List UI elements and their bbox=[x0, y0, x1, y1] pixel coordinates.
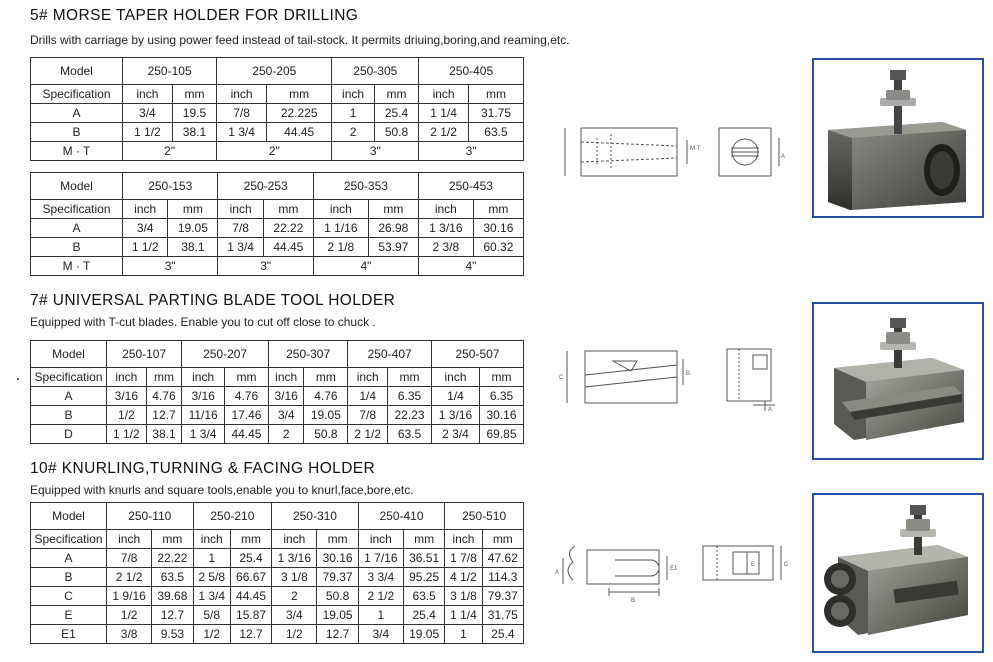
drawing-label-e: E bbox=[751, 562, 756, 568]
table-cell: 4 1/2 bbox=[445, 568, 482, 587]
unit-cell: inch bbox=[268, 368, 304, 387]
table-cell: 22.225 bbox=[266, 104, 331, 123]
model-cell: 250-507 bbox=[431, 341, 523, 368]
table-cell: 1 bbox=[445, 625, 482, 644]
table-cell: 25.4 bbox=[482, 625, 523, 644]
table-cell: 6.35 bbox=[388, 387, 432, 406]
table-cell: 19.05 bbox=[168, 219, 218, 238]
table-cell: 1 3/4 bbox=[217, 123, 267, 142]
table-cell: 63.5 bbox=[468, 123, 523, 142]
table-cell: 60.32 bbox=[473, 238, 523, 257]
table-row bbox=[31, 549, 524, 568]
table-cell: 12.7 bbox=[317, 625, 358, 644]
section3-description: Equipped with knurls and square tools,enable you to knurl,face,bore,etc. bbox=[30, 483, 414, 497]
parting-blade-table bbox=[30, 340, 524, 444]
table-row bbox=[31, 387, 524, 406]
unit-cell: inch bbox=[332, 85, 374, 104]
model-cell: 250-210 bbox=[193, 503, 272, 530]
drawing-label-c: C bbox=[559, 375, 564, 381]
row-label: M · T bbox=[31, 257, 123, 276]
table-cell: 4.76 bbox=[304, 387, 348, 406]
spec-header: Specification bbox=[31, 85, 123, 104]
table-cell: 4" bbox=[313, 257, 418, 276]
table-cell: 19.05 bbox=[403, 625, 444, 644]
morse-taper-holder-photo bbox=[812, 58, 984, 218]
unit-cell: inch bbox=[313, 200, 368, 219]
table-row bbox=[31, 341, 524, 368]
table-cell: 44.45 bbox=[263, 238, 313, 257]
model-cell: 250-510 bbox=[445, 503, 524, 530]
table-cell: 3/16 bbox=[182, 387, 225, 406]
table-cell: 19.05 bbox=[317, 606, 358, 625]
table-cell: 7/8 bbox=[107, 549, 152, 568]
table-cell: 12.7 bbox=[152, 606, 193, 625]
table-row bbox=[31, 219, 524, 238]
table-row bbox=[31, 503, 524, 530]
table-cell: 3/16 bbox=[268, 387, 304, 406]
parting-blade-drawing bbox=[553, 345, 793, 415]
table-cell: 1 3/4 bbox=[218, 238, 263, 257]
model-cell: 250-305 bbox=[332, 58, 419, 85]
spec-header: Specification bbox=[31, 530, 107, 549]
unit-cell: inch bbox=[358, 530, 403, 549]
parting-blade-holder-photo bbox=[812, 302, 984, 460]
table-cell: 3 1/8 bbox=[272, 568, 317, 587]
spec-header: Specification bbox=[31, 368, 107, 387]
model-cell: 250-207 bbox=[182, 341, 269, 368]
table-cell: 1 7/16 bbox=[358, 549, 403, 568]
table-cell: 38.1 bbox=[168, 238, 218, 257]
unit-cell: inch bbox=[107, 368, 147, 387]
table-cell: 15.87 bbox=[230, 606, 271, 625]
unit-cell: mm bbox=[146, 368, 182, 387]
unit-cell: inch bbox=[419, 85, 469, 104]
model-cell: 250-410 bbox=[358, 503, 445, 530]
table-cell: 1 3/4 bbox=[182, 425, 225, 444]
table-cell: 7/8 bbox=[218, 219, 263, 238]
table-cell: 2 1/2 bbox=[358, 587, 403, 606]
table-cell: 2 1/2 bbox=[348, 425, 388, 444]
table-cell: 63.5 bbox=[388, 425, 432, 444]
table-cell: 3" bbox=[419, 142, 524, 161]
unit-cell: mm bbox=[304, 368, 348, 387]
unit-cell: inch bbox=[445, 530, 482, 549]
section1-description: Drills with carriage by using power feed instead of tail-stock. It permits driuing,boring,and reaming,etc. bbox=[30, 33, 570, 47]
table-cell: 2 1/8 bbox=[313, 238, 368, 257]
table-cell: 30.16 bbox=[473, 219, 523, 238]
table-cell: 1 3/16 bbox=[272, 549, 317, 568]
row-label: E bbox=[31, 606, 107, 625]
table-cell: 2" bbox=[123, 142, 217, 161]
drawing-label-e1: E1 bbox=[670, 566, 678, 572]
table-row bbox=[31, 200, 524, 219]
table-cell: 2 1/2 bbox=[419, 123, 469, 142]
model-cell: 250-310 bbox=[272, 503, 359, 530]
table-cell: 3" bbox=[332, 142, 419, 161]
unit-cell: mm bbox=[168, 200, 218, 219]
unit-cell: mm bbox=[152, 530, 193, 549]
stray-dot bbox=[17, 378, 19, 380]
table-cell: 2 3/4 bbox=[431, 425, 479, 444]
table-cell: 30.16 bbox=[317, 549, 358, 568]
table-cell: 1 9/16 bbox=[107, 587, 152, 606]
model-header: Model bbox=[31, 503, 107, 530]
drawing-label-b: B bbox=[686, 371, 691, 377]
unit-cell: inch bbox=[193, 530, 230, 549]
table-cell: 3/4 bbox=[358, 625, 403, 644]
table-cell: 1/4 bbox=[431, 387, 479, 406]
unit-cell: mm bbox=[230, 530, 271, 549]
row-label: B bbox=[31, 123, 123, 142]
table-cell: 69.85 bbox=[480, 425, 524, 444]
model-header: Model bbox=[31, 341, 107, 368]
table-cell: 1 bbox=[358, 606, 403, 625]
row-label: B bbox=[31, 406, 107, 425]
table-cell: 3 3/4 bbox=[358, 568, 403, 587]
table-cell: 25.4 bbox=[230, 549, 271, 568]
model-cell: 250-407 bbox=[348, 341, 432, 368]
table-cell: 1 3/16 bbox=[431, 406, 479, 425]
table-cell: 3/8 bbox=[107, 625, 152, 644]
table-cell: 3/4 bbox=[272, 606, 317, 625]
unit-cell: inch bbox=[348, 368, 388, 387]
table-cell: 2 1/2 bbox=[107, 568, 152, 587]
section1-title: 5# MORSE TAPER HOLDER FOR DRILLING bbox=[30, 7, 359, 24]
row-label: M · T bbox=[31, 142, 123, 161]
unit-cell: mm bbox=[403, 530, 444, 549]
unit-cell: inch bbox=[107, 530, 152, 549]
table-cell: 1 1/4 bbox=[419, 104, 469, 123]
row-label: B bbox=[31, 238, 123, 257]
row-label: E1 bbox=[31, 625, 107, 644]
unit-cell: mm bbox=[468, 85, 523, 104]
table-row bbox=[31, 568, 524, 587]
section2-description: Equipped with T-cut blades. Enable you to cut off close to chuck . bbox=[30, 315, 376, 329]
table-cell: 63.5 bbox=[152, 568, 193, 587]
unit-cell: mm bbox=[388, 368, 432, 387]
table-cell: 12.7 bbox=[146, 406, 182, 425]
table-cell: 3/4 bbox=[123, 219, 168, 238]
table-cell: 1 1/2 bbox=[123, 123, 173, 142]
model-header: Model bbox=[31, 58, 123, 85]
table-cell: 1 1/2 bbox=[123, 238, 168, 257]
table-cell: 79.37 bbox=[317, 568, 358, 587]
table-cell: 2 bbox=[272, 587, 317, 606]
table-row bbox=[31, 406, 524, 425]
drawing-label-a: A bbox=[781, 154, 786, 160]
table-cell: 39.68 bbox=[152, 587, 193, 606]
table-row bbox=[31, 104, 524, 123]
table-cell: 3/16 bbox=[107, 387, 147, 406]
table-row bbox=[31, 142, 524, 161]
table-cell: 38.1 bbox=[172, 123, 216, 142]
table-cell: 4.76 bbox=[146, 387, 182, 406]
table-cell: 1 1/16 bbox=[313, 219, 368, 238]
table-cell: 26.98 bbox=[368, 219, 418, 238]
table-row bbox=[31, 123, 524, 142]
table-cell: 4" bbox=[418, 257, 523, 276]
table-row bbox=[31, 85, 524, 104]
table-cell: 2 bbox=[332, 123, 374, 142]
table-cell: 47.62 bbox=[482, 549, 523, 568]
table-cell: 3" bbox=[123, 257, 218, 276]
table-cell: 50.8 bbox=[317, 587, 358, 606]
model-cell: 250-353 bbox=[313, 173, 418, 200]
table-cell: 114.3 bbox=[482, 568, 523, 587]
table-cell: 4.76 bbox=[225, 387, 269, 406]
unit-cell: mm bbox=[473, 200, 523, 219]
model-cell: 250-205 bbox=[217, 58, 332, 85]
table-cell: 38.1 bbox=[146, 425, 182, 444]
table-cell: 31.75 bbox=[468, 104, 523, 123]
table-cell: 36.51 bbox=[403, 549, 444, 568]
table-cell: 50.8 bbox=[304, 425, 348, 444]
table-cell: 1/2 bbox=[272, 625, 317, 644]
unit-cell: inch bbox=[431, 368, 479, 387]
model-cell: 250-405 bbox=[419, 58, 524, 85]
section2-title: 7# UNIVERSAL PARTING BLADE TOOL HOLDER bbox=[30, 292, 396, 309]
unit-cell: mm bbox=[317, 530, 358, 549]
drawing-label-c: C bbox=[784, 562, 789, 568]
table-row bbox=[31, 606, 524, 625]
table-cell: 25.4 bbox=[374, 104, 418, 123]
table-row bbox=[31, 58, 524, 85]
table-cell: 3/4 bbox=[123, 104, 173, 123]
row-label: A bbox=[31, 104, 123, 123]
table-cell: 1/4 bbox=[348, 387, 388, 406]
table-cell: 11/16 bbox=[182, 406, 225, 425]
unit-cell: mm bbox=[225, 368, 269, 387]
unit-cell: inch bbox=[217, 85, 267, 104]
table-cell: 1 1/4 bbox=[445, 606, 482, 625]
unit-cell: inch bbox=[123, 200, 168, 219]
model-header: Model bbox=[31, 173, 123, 200]
table-cell: 1 3/16 bbox=[418, 219, 473, 238]
table-cell: 1 1/2 bbox=[107, 425, 147, 444]
drawing-label-b: B bbox=[631, 598, 636, 604]
table-row bbox=[31, 238, 524, 257]
table-cell: 22.23 bbox=[388, 406, 432, 425]
row-label: B bbox=[31, 568, 107, 587]
row-label: A bbox=[31, 219, 123, 238]
table-cell: 66.67 bbox=[230, 568, 271, 587]
table-cell: 1/2 bbox=[107, 406, 147, 425]
table-cell: 63.5 bbox=[403, 587, 444, 606]
table-cell: 3 1/8 bbox=[445, 587, 482, 606]
unit-cell: inch bbox=[182, 368, 225, 387]
table-cell: 1 7/8 bbox=[445, 549, 482, 568]
table-cell: 9.53 bbox=[152, 625, 193, 644]
model-cell: 250-153 bbox=[123, 173, 218, 200]
row-label: C bbox=[31, 587, 107, 606]
morse-taper-table-2 bbox=[30, 172, 524, 276]
table-cell: 19.05 bbox=[304, 406, 348, 425]
table-cell: 1 3/4 bbox=[193, 587, 230, 606]
table-cell: 30.16 bbox=[480, 406, 524, 425]
table-cell: 3/4 bbox=[268, 406, 304, 425]
drawing-label-a: A bbox=[768, 407, 773, 413]
table-cell: 2" bbox=[217, 142, 332, 161]
table-cell: 2 5/8 bbox=[193, 568, 230, 587]
table-cell: 22.22 bbox=[263, 219, 313, 238]
unit-cell: inch bbox=[123, 85, 173, 104]
unit-cell: mm bbox=[482, 530, 523, 549]
table-row bbox=[31, 625, 524, 644]
table-cell: 19.5 bbox=[172, 104, 216, 123]
row-label: D bbox=[31, 425, 107, 444]
table-cell: 44.45 bbox=[225, 425, 269, 444]
unit-cell: mm bbox=[374, 85, 418, 104]
table-cell: 53.97 bbox=[368, 238, 418, 257]
table-cell: 7/8 bbox=[348, 406, 388, 425]
table-cell: 50.8 bbox=[374, 123, 418, 142]
table-row bbox=[31, 257, 524, 276]
table-cell: 44.45 bbox=[266, 123, 331, 142]
unit-cell: inch bbox=[272, 530, 317, 549]
unit-cell: mm bbox=[172, 85, 216, 104]
table-cell: 3" bbox=[218, 257, 313, 276]
table-cell: 79.37 bbox=[482, 587, 523, 606]
table-row bbox=[31, 425, 524, 444]
table-cell: 25.4 bbox=[403, 606, 444, 625]
row-label: A bbox=[31, 387, 107, 406]
model-cell: 250-253 bbox=[218, 173, 313, 200]
table-cell: 2 bbox=[268, 425, 304, 444]
table-cell: 44.45 bbox=[230, 587, 271, 606]
model-cell: 250-105 bbox=[123, 58, 217, 85]
model-cell: 250-110 bbox=[107, 503, 194, 530]
morse-taper-drawing bbox=[553, 120, 793, 190]
knurling-holder-drawing bbox=[553, 540, 793, 612]
table-cell: 6.35 bbox=[480, 387, 524, 406]
table-cell: 1/2 bbox=[107, 606, 152, 625]
table-cell: 2 3/8 bbox=[418, 238, 473, 257]
drawing-label-mt: M·T bbox=[690, 146, 701, 152]
spec-header: Specification bbox=[31, 200, 123, 219]
model-cell: 250-107 bbox=[107, 341, 182, 368]
model-cell: 250-307 bbox=[268, 341, 347, 368]
table-row bbox=[31, 368, 524, 387]
table-cell: 1/2 bbox=[193, 625, 230, 644]
table-cell: 7/8 bbox=[217, 104, 267, 123]
table-cell: 5/8 bbox=[193, 606, 230, 625]
knurling-holder-table bbox=[30, 502, 524, 644]
table-cell: 12.7 bbox=[230, 625, 271, 644]
table-row bbox=[31, 587, 524, 606]
unit-cell: inch bbox=[418, 200, 473, 219]
table-cell: 31.75 bbox=[482, 606, 523, 625]
row-label: A bbox=[31, 549, 107, 568]
table-cell: 22.22 bbox=[152, 549, 193, 568]
table-row bbox=[31, 530, 524, 549]
table-cell: 1 bbox=[193, 549, 230, 568]
model-cell: 250-453 bbox=[418, 173, 523, 200]
table-cell: 95.25 bbox=[403, 568, 444, 587]
morse-taper-table-1 bbox=[30, 57, 524, 161]
unit-cell: inch bbox=[218, 200, 263, 219]
knurling-holder-photo bbox=[812, 493, 984, 653]
table-row bbox=[31, 173, 524, 200]
section3-title: 10# KNURLING,TURNING & FACING HOLDER bbox=[30, 460, 376, 477]
unit-cell: mm bbox=[480, 368, 524, 387]
unit-cell: mm bbox=[266, 85, 331, 104]
table-cell: 17.46 bbox=[225, 406, 269, 425]
unit-cell: mm bbox=[263, 200, 313, 219]
table-cell: 1 bbox=[332, 104, 374, 123]
drawing-label-a: A bbox=[555, 570, 560, 576]
unit-cell: mm bbox=[368, 200, 418, 219]
